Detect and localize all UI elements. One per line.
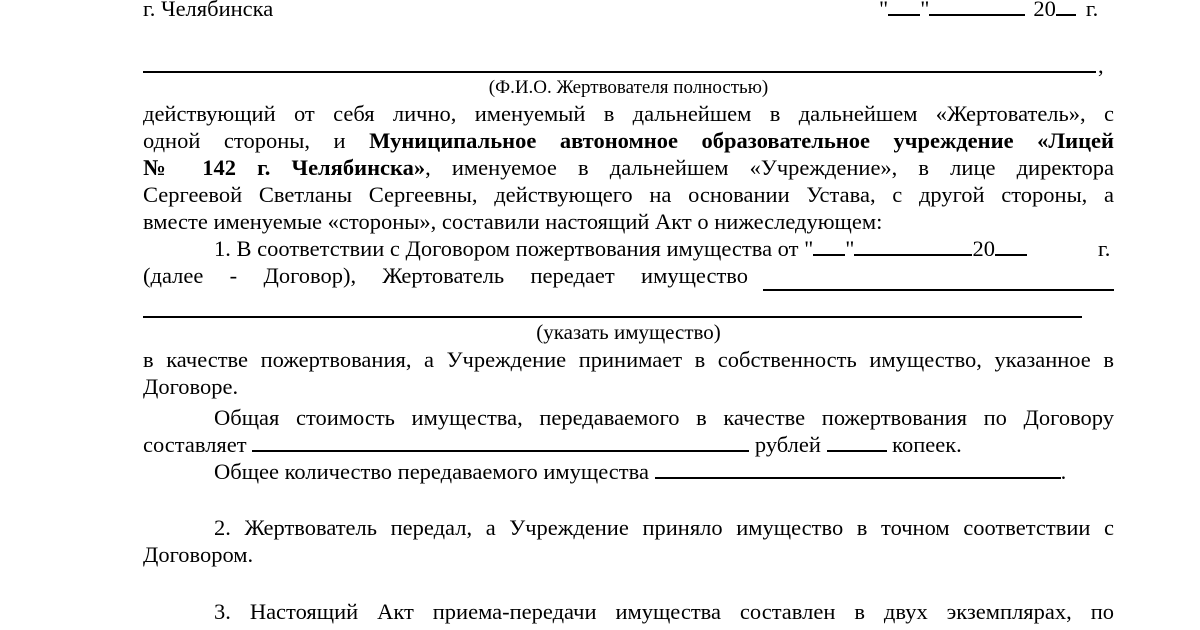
- rubles-amount-blank[interactable]: [252, 432, 749, 452]
- donor-name-blank[interactable]: [143, 71, 1096, 73]
- date-year-suffix: г.: [1085, 0, 1099, 21]
- institution-name-part2: № 142 г. Челябинска»: [143, 155, 426, 180]
- date-month-blank[interactable]: [929, 0, 1025, 16]
- date-day-blank[interactable]: [888, 0, 920, 16]
- cost-line-1-wrap: [214, 404, 1114, 431]
- document-page: [143, 0, 1114, 630]
- item1-year-prefix: 20: [972, 236, 995, 261]
- property-blank-1[interactable]: [763, 289, 1114, 291]
- item1-line-4: Договоре.: [143, 374, 239, 399]
- item3-line-1-wrap: [214, 598, 1114, 625]
- cost-line-1: Общая стоимость имущества, передаваемого в качестве пожертвования по Договору: [214, 405, 1114, 430]
- date-quote-open: ": [879, 0, 889, 21]
- item1-year-blank[interactable]: [995, 236, 1027, 256]
- intro-line-3: [143, 154, 1114, 181]
- intro-line-5: вместе именуемые «стороны», составили настоящий Акт о нижеследующем:: [143, 209, 883, 234]
- date-quote-close: ": [920, 0, 930, 21]
- quantity-label: Общее количество передаваемого имущества: [214, 459, 649, 484]
- kopecks-label: копеек.: [892, 432, 962, 457]
- item3-line-1: 3. Настоящий Акт приема-передачи имущества составлен в двух экземплярах, по: [214, 599, 1114, 624]
- intro-line-2: [143, 127, 1114, 154]
- header-date-line: [879, 0, 1098, 22]
- item2-line-1-wrap: [214, 514, 1114, 541]
- city-label: г. Челябинска: [143, 0, 274, 21]
- rubles-label: рублей: [754, 432, 821, 457]
- cost-line-2: [143, 431, 962, 458]
- property-caption: (указать имущество): [536, 320, 721, 344]
- institution-name-part1: Муниципальное автономное образовательное учреждение «Лицей: [369, 128, 1115, 153]
- item1-year-suffix: г.: [1098, 236, 1111, 261]
- intro-line-2-plain: одной стороны, и: [143, 128, 346, 153]
- date-year-blank[interactable]: [1056, 0, 1076, 16]
- property-blank-2[interactable]: [143, 316, 1082, 318]
- quantity-line: [214, 458, 1066, 485]
- item2-line-1: 2. Жертвователь передал, а Учреждение приняло имущество в точном соответствии с: [214, 515, 1114, 540]
- donor-caption: (Ф.И.О. Жертвователя полностью): [488, 77, 769, 98]
- intro-line-4: Сергеевой Светланы Сергеевны, действующего на основании Устава, с другой стороны, а: [143, 182, 1114, 207]
- item1-contract-text: 1. В соответствии с Договором пожертвования имущества от ": [214, 236, 814, 261]
- intro-line-3-plain: , именуемое в дальнейшем «Учреждение», в лице директора: [425, 155, 1114, 180]
- item1-line-3: в качестве пожертвования, а Учреждение принимает в собственность имущество, указанное в: [143, 347, 1114, 372]
- item1-line-1: [214, 235, 1027, 262]
- item1-line-2: (далее - Договор), Жертователь передает имущество: [143, 263, 748, 288]
- quantity-blank[interactable]: [655, 459, 1061, 479]
- donor-line-comma: ,: [1098, 53, 1104, 78]
- item1-day-blank[interactable]: [813, 236, 845, 256]
- cost-prefix: составляет: [143, 432, 247, 457]
- intro-line-1: действующий от себя лично, именуемый в дальнейшем в дальнейшем «Жертователь», с: [143, 101, 1114, 126]
- item2-line-2: Договором.: [143, 542, 254, 567]
- item1-month-blank[interactable]: [854, 236, 972, 256]
- quantity-period: .: [1060, 459, 1067, 484]
- date-year-prefix: 20: [1033, 0, 1056, 21]
- item1-quote-close: ": [845, 236, 855, 261]
- kopecks-amount-blank[interactable]: [827, 432, 887, 452]
